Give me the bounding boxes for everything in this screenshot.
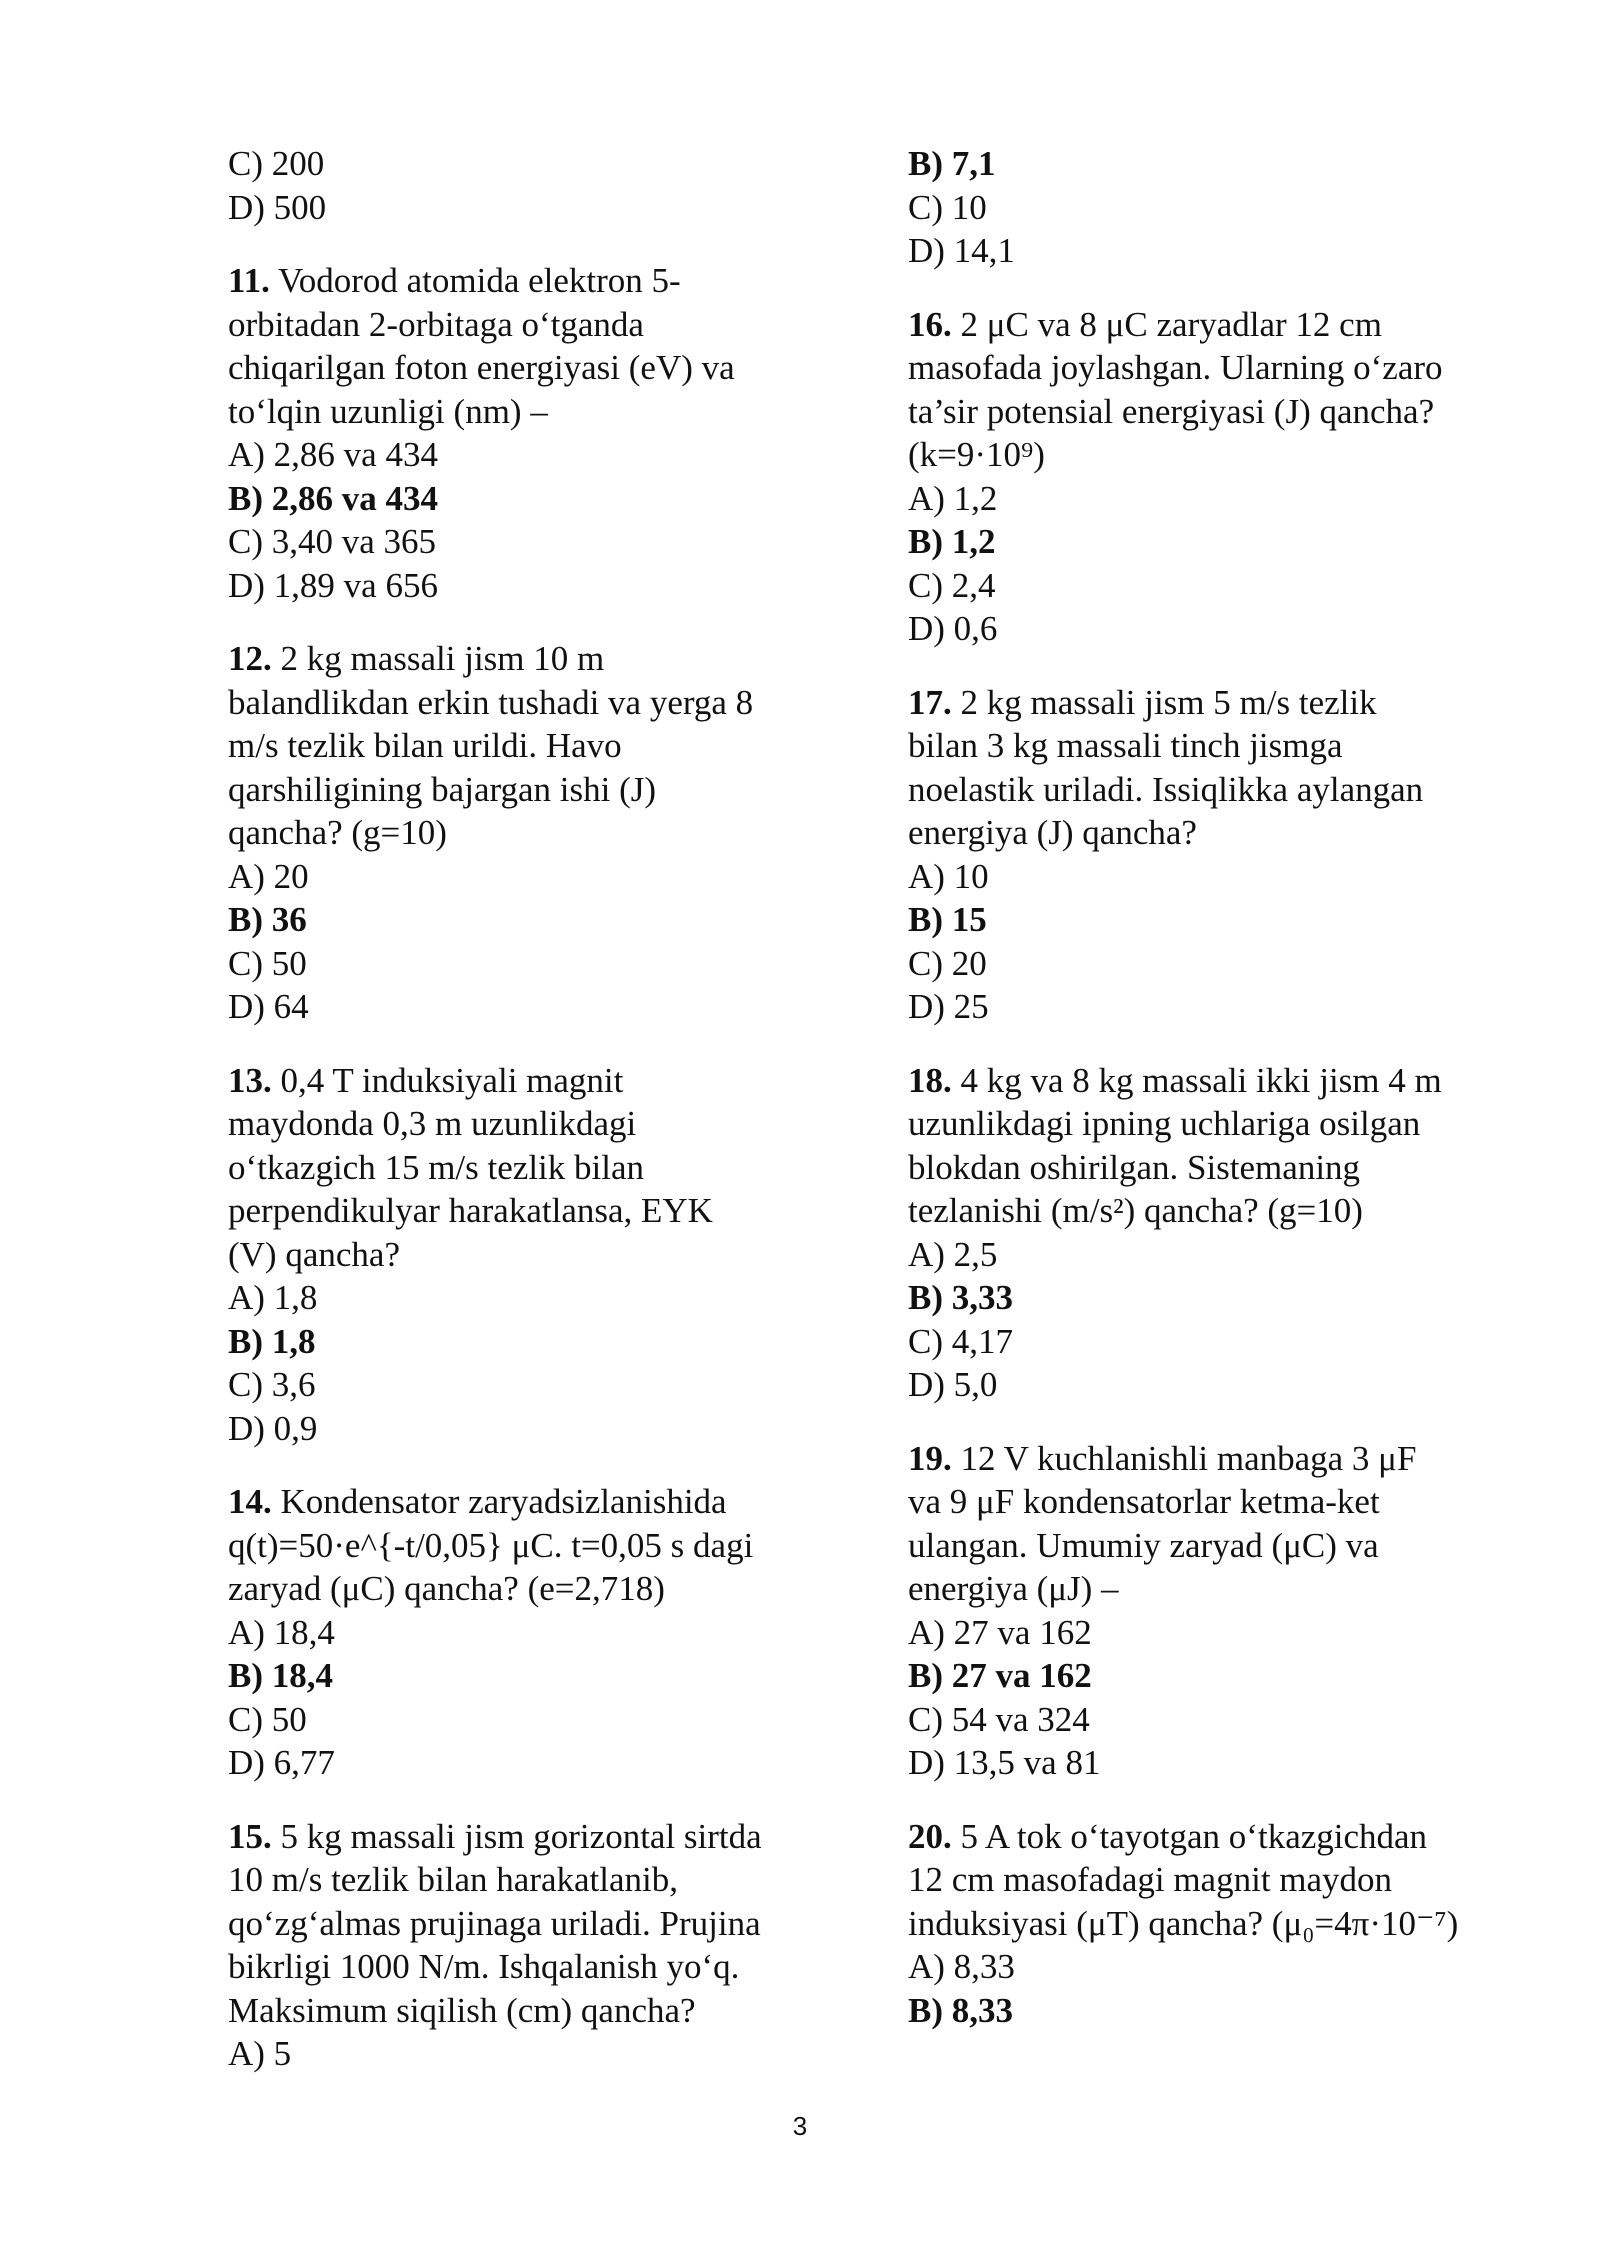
question-body: 2 kg massali jism 5 m/s tezlik bilan 3 kg massali tinch jismga noelastik uriladi. Issiqlikka aylangan energiya (J) qancha? <box>908 682 1424 852</box>
option-d: D) 64 <box>228 987 309 1026</box>
question-14 <box>228 1480 818 1785</box>
question-16 <box>908 303 1508 651</box>
option-b-correct: B) 1,8 <box>228 1321 316 1361</box>
option-c: C) 3,6 <box>228 1365 316 1404</box>
question-number: 12. <box>228 639 272 678</box>
option-a: A) 27 va 162 <box>908 1612 1092 1652</box>
question-body: Kondensator zaryadsizlanishida q(t)=50·e^{-t/0,05} μC. t=0,05 s dagi zaryad (μC) qancha? (e=2,718) <box>228 1482 754 1608</box>
option-b-correct: B) 18,4 <box>228 1656 333 1695</box>
option-b-correct: B) 27 va 162 <box>908 1656 1092 1695</box>
option-a: A) 1,2 <box>908 478 998 518</box>
question-number: 14. <box>228 1482 272 1521</box>
page-number: 3 <box>792 2111 808 2141</box>
prev-question-tail <box>228 142 818 229</box>
question-number: 13. <box>228 1060 272 1100</box>
option-a: A) 5 <box>228 2034 292 2073</box>
right-column <box>908 142 1508 2032</box>
question-number: 18. <box>908 1060 952 1100</box>
question-20 <box>908 1815 1508 2033</box>
question-number: 11. <box>228 261 270 300</box>
question-15 <box>228 1815 818 2076</box>
option-c: C) 2,4 <box>908 565 996 605</box>
option-a: A) 2,86 va 434 <box>228 435 438 474</box>
question-19 <box>908 1437 1508 1785</box>
question-number: 20. <box>908 1816 952 1856</box>
option-c: C) 50 <box>228 943 307 983</box>
option-c: C) 20 <box>908 943 987 983</box>
question-text <box>908 1439 1416 1609</box>
question-17 <box>908 681 1508 1029</box>
question-18 <box>908 1059 1508 1407</box>
question-12 <box>228 637 818 1029</box>
question-13 <box>228 1059 818 1451</box>
option-c: C) 10 <box>908 187 987 227</box>
left-column <box>228 142 818 2076</box>
question-number: 15. <box>228 1816 272 1856</box>
option-c: C) 3,40 va 365 <box>228 522 437 561</box>
question-text <box>228 261 735 431</box>
option-c: C) 200 <box>228 144 325 183</box>
question-number: 19. <box>908 1438 952 1478</box>
option-a: A) 10 <box>908 856 989 896</box>
option-d: D) 0,6 <box>908 609 998 648</box>
option-d: D) 0,9 <box>228 1408 318 1448</box>
option-d: D) 14,1 <box>908 231 1015 270</box>
option-d: D) 25 <box>908 987 989 1026</box>
option-c: C) 4,17 <box>908 1321 1013 1361</box>
question-text <box>228 1061 713 1274</box>
question-body: 5 A tok o‘tayotgan o‘tkazgichdan 12 cm masofadagi magnit maydon induksiyasi (μT) qancha? (μ₀=4π·10⁻⁷) <box>908 1816 1459 1943</box>
question-text <box>908 305 1443 475</box>
option-c: C) 54 va 324 <box>908 1699 1090 1739</box>
question-body: 0,4 T induksiyali magnit maydonda 0,3 m uzunlikdagi o‘tkazgich 15 m/s tezlik bilan perpendikulyar harakatlansa, EYK (V) qancha? <box>228 1060 713 1274</box>
option-a: A) 1,8 <box>228 1278 318 1317</box>
question-11 <box>228 259 818 607</box>
question-text <box>228 1817 762 2030</box>
option-d: D) 13,5 va 81 <box>908 1743 1101 1782</box>
question-body: 4 kg va 8 kg massali ikki jism 4 m uzunlikdagi ipning uchlariga osilgan blokdan oshirilgan. Sistemaning tezlanishi (m/s²) qancha? (g=10) <box>908 1060 1442 1230</box>
option-b-correct: B) 2,86 va 434 <box>228 478 438 518</box>
option-a: A) 18,4 <box>228 1612 335 1652</box>
option-a: A) 8,33 <box>908 1947 1015 1986</box>
option-b-correct: B) 36 <box>228 900 307 939</box>
question-body: 2 kg massali jism 10 m balandlikdan erkin tushadi va yerga 8 m/s tezlik bilan urildi. Havo qarshiligining bajargan ishi (J) qancha? (g=10) <box>228 639 754 852</box>
option-b-correct: B) 1,2 <box>908 522 996 561</box>
question-text <box>228 639 753 852</box>
prev-question-tail <box>908 142 1508 273</box>
option-d: D) 5,0 <box>908 1365 998 1404</box>
question-text <box>908 1817 1458 1943</box>
option-a: A) 2,5 <box>908 1234 998 1274</box>
option-d: D) 1,89 va 656 <box>228 565 438 605</box>
option-b-correct: B) 7,1 <box>908 144 996 183</box>
option-b-correct: B) 3,33 <box>908 1278 1013 1317</box>
question-text <box>228 1482 753 1608</box>
question-text <box>908 1061 1442 1231</box>
option-b-correct: B) 15 <box>908 900 987 939</box>
question-body: 5 kg massali jism gorizontal sirtda 10 m/s tezlik bilan harakatlanib, qo‘zg‘almas prujinaga uriladi. Prujina bikrligi 1000 N/m. Ishqalanish yo‘q. Maksimum siqilish (cm) qancha? <box>228 1816 762 2030</box>
question-body: Vodorod atomida elektron 5- orbitadan 2-orbitaga o‘tganda chiqarilgan foton energiyasi (eV) va to‘lqin uzunligi (nm) – <box>228 261 735 431</box>
option-d: D) 500 <box>228 187 327 227</box>
option-b-correct: B) 8,33 <box>908 1990 1013 2030</box>
option-c: C) 50 <box>228 1699 307 1739</box>
question-number: 16. <box>908 304 952 344</box>
option-a: A) 20 <box>228 856 309 896</box>
question-text <box>908 683 1423 853</box>
question-body: 12 V kuchlanishli manbaga 3 μF va 9 μF kondensatorlar ketma-ket ulangan. Umumiy zaryad (μC) va energiya (μJ) – <box>908 1438 1417 1608</box>
question-number: 17. <box>908 682 952 722</box>
question-body: 2 μC va 8 μC zaryadlar 12 cm masofada joylashgan. Ularning o‘zaro ta’sir potensial energiyasi (J) qancha? (k=9·10⁹) <box>908 304 1443 474</box>
option-d: D) 6,77 <box>228 1743 335 1782</box>
